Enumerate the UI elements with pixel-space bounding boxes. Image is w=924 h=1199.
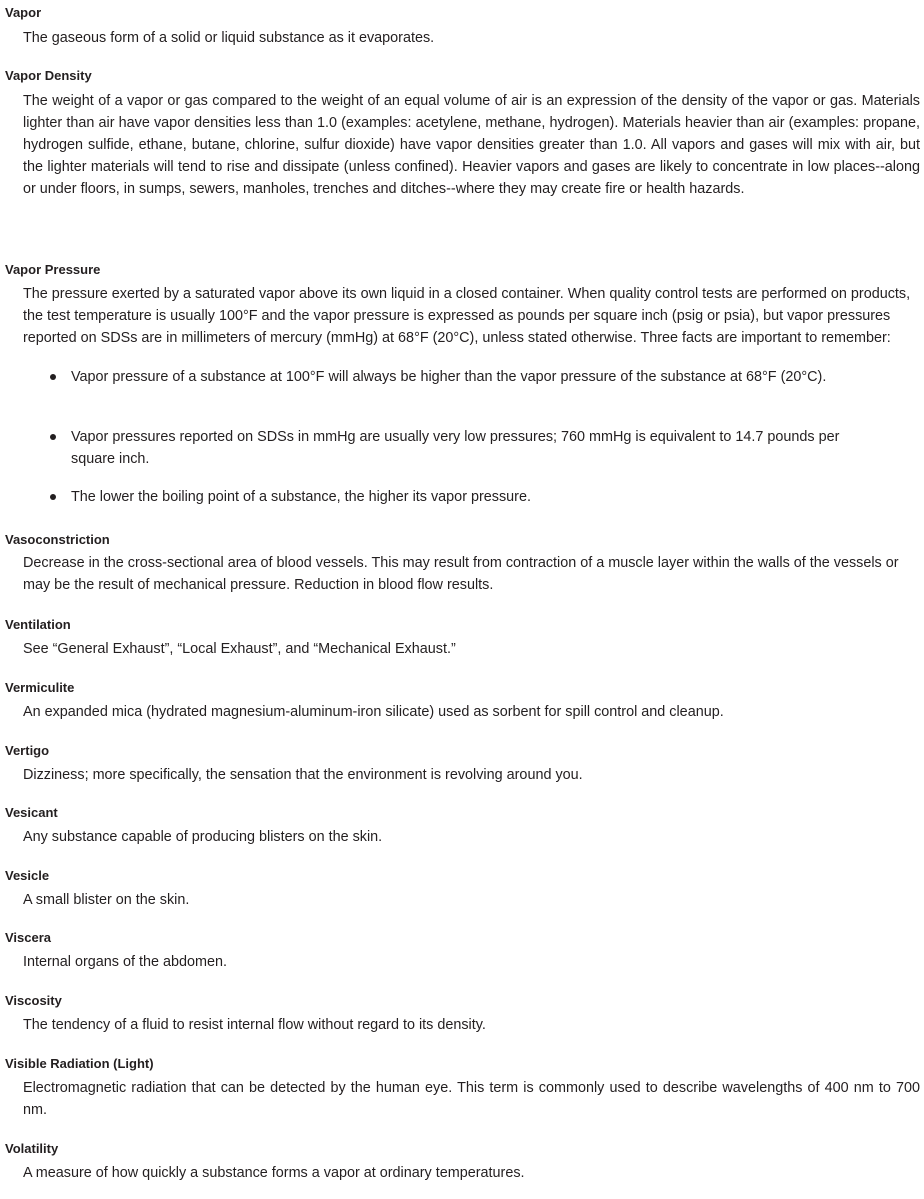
term-definition: The tendency of a fluid to resist internal flow without regard to its density. <box>23 1017 486 1033</box>
bullet-text: The lower the boiling point of a substance, the higher its vapor pressure. <box>71 489 531 505</box>
term-definition: Any substance capable of producing blisters on the skin. <box>23 829 383 845</box>
term-heading: Vesicle <box>5 868 50 883</box>
term-definition: The weight of a vapor or gas compared to the weight of an equal volume of air is an expression of the density of the vapor or gas. Materials lighter than air have vapor densities less than 1.0 (examples: acetylene, methane, hydrogen). Materials heavier than air (examples: propane, hydrogen sulfide, ethane, butane, chlorine, sulfur dioxide) have vapor densities greater than 1.0. All vapors and gases will mix with air, but the lighter materials will tend to rise and dissipate (unless confined). Heavier vapors and gases are likely to concentrate in low places--along or under floors, in sumps, sewers, manholes, trenches and ditches--where they may create fire or health hazards. <box>23 93 920 197</box>
term-definition: Dizziness; more specifically, the sensation that the environment is revolving around you. <box>23 767 583 783</box>
term-heading: Vapor Density <box>5 68 92 83</box>
term-definition: A measure of how quickly a substance forms a vapor at ordinary temperatures. <box>23 1165 525 1181</box>
term-heading: Volatility <box>5 1141 59 1156</box>
term-heading: Ventilation <box>5 617 71 632</box>
term-definition: See “General Exhaust”, “Local Exhaust”, and “Mechanical Exhaust.” <box>23 641 456 657</box>
bullet-dot-icon <box>50 494 56 500</box>
bullet-dot-icon <box>50 434 56 440</box>
bullet-text: Vapor pressure of a substance at 100°F will always be higher than the vapor pressure of the substance at 68°F (20°C). <box>71 369 827 385</box>
term-heading: Vertigo <box>5 743 50 758</box>
term-heading: Vesicant <box>5 805 58 820</box>
term-heading: Viscosity <box>5 993 62 1008</box>
term-definition: The gaseous form of a solid or liquid substance as it evaporates. <box>23 30 435 46</box>
term-heading: Vapor <box>5 5 42 20</box>
term-heading: Viscera <box>5 930 52 945</box>
bullet-dot-icon <box>50 374 56 380</box>
term-heading: Vasoconstriction <box>5 532 110 547</box>
term-definition: A small blister on the skin. <box>23 892 190 908</box>
term-heading: Vermiculite <box>5 680 75 695</box>
term-definition: Decrease in the cross-sectional area of blood vessels. This may result from contraction of a muscle layer within the walls of the vessels or may be the result of mechanical pressure. Reduction in blood flow results. <box>23 555 899 593</box>
term-heading: Vapor Pressure <box>5 262 101 277</box>
bullet-text: Vapor pressures reported on SDSs in mmHg are usually very low pressures; 760 mmHg is equivalent to 14.7 pounds per square inch. <box>71 429 840 467</box>
term-definition: The pressure exerted by a saturated vapor above its own liquid in a closed container. When quality control tests are performed on products, the test temperature is usually 100°F and the vapor pressure is expressed as pounds per square inch (psig or psia), but vapor pressures reported on SDSs are in millimeters of mercury (mmHg) at 68°F (20°C), unless stated otherwise. Three facts are important to remember: <box>23 286 911 346</box>
term-definition: Electromagnetic radiation that can be detected by the human eye. This term is commonly used to describe wavelengths of 400 nm to 700 nm. <box>23 1080 920 1118</box>
term-heading: Visible Radiation (Light) <box>5 1056 154 1071</box>
term-definition: Internal organs of the abdomen. <box>23 954 228 970</box>
term-definition: An expanded mica (hydrated magnesium-aluminum-iron silicate) used as sorbent for spill control and cleanup. <box>23 704 724 720</box>
